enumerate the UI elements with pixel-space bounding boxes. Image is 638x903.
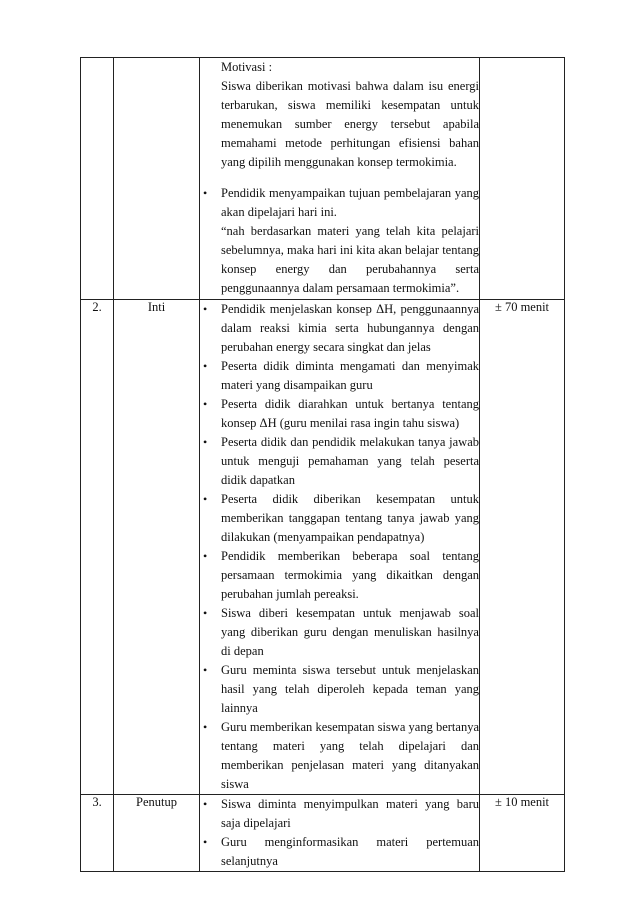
list-item-text: Peserta didik diminta mengamati dan menyimak materi yang disampaikan guru: [221, 359, 479, 392]
activity-cell: [200, 300, 480, 795]
list-item: [200, 833, 479, 871]
row-number-cell: 3.: [81, 795, 114, 872]
stage-cell: [114, 58, 200, 300]
row-number-cell: 2.: [81, 300, 114, 795]
list-item: [200, 661, 479, 718]
list-item: [200, 184, 479, 298]
objective-quote: “nah berdasarkan materi yang telah kita pelajari sebelumnya, maka hari ini kita akan belajar tentang konsep energy dan perubahannya serta penggunaannya dalam persamaan termokimia”.: [221, 224, 479, 295]
list-item: [200, 547, 479, 604]
list-item: [200, 357, 479, 395]
stage-cell: Penutup: [114, 795, 200, 872]
bullet-icon: •: [203, 492, 208, 506]
list-item-text: Peserta didik dan pendidik melakukan tanya jawab untuk menguji pemahaman yang telah peserta didik dapatkan: [221, 435, 479, 487]
bullet-icon: •: [203, 359, 208, 373]
list-item: [200, 395, 479, 433]
time-cell: [480, 58, 565, 300]
core-activity-list: [200, 300, 479, 794]
list-item: [200, 433, 479, 490]
row-number-cell: [81, 58, 114, 300]
list-item: [200, 490, 479, 547]
list-item-text: Guru meminta siswa tersebut untuk menjelaskan hasil yang telah diperoleh kepada teman yang lainnya: [221, 663, 479, 715]
list-item-text: Guru menginformasikan materi pertemuan selanjutnya: [221, 835, 479, 868]
list-item: [200, 718, 479, 794]
list-item-text: Guru memberikan kesempatan siswa yang bertanya tentang materi yang telah dipelajari dan memberikan penjelasan materi yang ditanyakan siswa: [221, 720, 479, 791]
list-item-text: Pendidik memberikan beberapa soal tentang persamaan termokimia yang dikaitkan dengan perubahan jumlah pereaksi.: [221, 549, 479, 601]
bullet-icon: •: [203, 797, 208, 811]
table-row-opening-continued: [81, 58, 565, 300]
stage-cell: Inti: [114, 300, 200, 795]
objective-list: [200, 184, 479, 298]
activity-cell: [200, 58, 480, 300]
list-item-text: Pendidik menyampaikan tujuan pembelajaran yang akan dipelajari hari ini.: [221, 186, 479, 219]
bullet-icon: •: [203, 835, 208, 849]
list-item-text: Siswa diminta menyimpulkan materi yang baru saja dipelajari: [221, 797, 479, 830]
list-item-text: Peserta didik diberikan kesempatan untuk memberikan tanggapan tentang tanya jawab yang dilakukan (menyampaikan pendapatnya): [221, 492, 479, 544]
list-item-text: Pendidik menjelaskan konsep ΔH, penggunaannya dalam reaksi kimia serta hubungannya dengan perubahan energy secara singkat dan jelas: [221, 302, 479, 354]
bullet-icon: •: [203, 663, 208, 677]
bullet-icon: •: [203, 549, 208, 563]
lesson-plan-table: [80, 57, 565, 872]
motivation-text: Siswa diberikan motivasi bahwa dalam isu energi terbarukan, siswa memiliki kesempatan untuk menemukan sumber energy tersebut apabila memahami metode perhitungan efisiensi bahan yang dipilih menggunakan konsep termokimia.: [221, 79, 479, 169]
activity-cell: [200, 795, 480, 872]
bullet-icon: •: [203, 720, 208, 734]
bullet-icon: •: [203, 397, 208, 411]
list-item-text: Siswa diberi kesempatan untuk menjawab soal yang diberikan guru dengan menuliskan hasilnya di depan: [221, 606, 479, 658]
list-item: [200, 604, 479, 661]
bullet-icon: •: [203, 606, 208, 620]
list-item-text: Peserta didik diarahkan untuk bertanya tentang konsep ΔH (guru menilai rasa ingin tahu siswa): [221, 397, 479, 430]
table-row-closing: [81, 795, 565, 872]
list-item: [200, 795, 479, 833]
motivation-label: Motivasi :: [221, 60, 273, 74]
table-row-core: [81, 300, 565, 795]
list-item: [200, 300, 479, 357]
bullet-icon: •: [203, 186, 208, 200]
bullet-icon: •: [203, 302, 208, 316]
closing-activity-list: [200, 795, 479, 871]
bullet-icon: •: [203, 435, 208, 449]
time-cell: ± 70 menit: [480, 300, 565, 795]
time-cell: ± 10 menit: [480, 795, 565, 872]
